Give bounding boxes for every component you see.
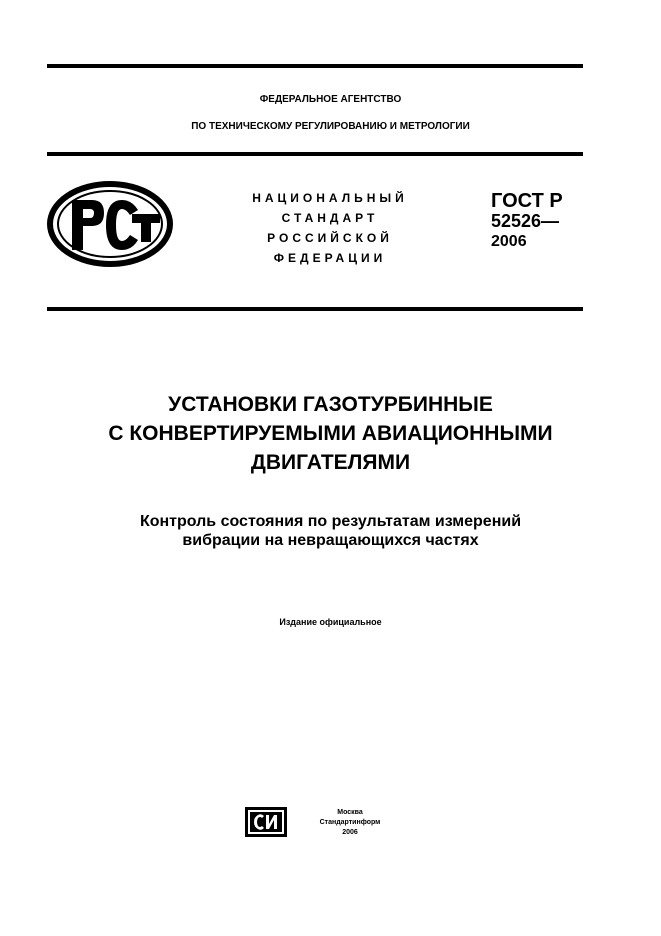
document-title-line-1: УСТАНОВКИ ГАЗОТУРБИННЫЕ [168,393,493,416]
publisher-city: Москва [337,809,363,816]
publisher-name: Стандартинформ [319,819,381,826]
gost-title: ГОСТ Р [491,190,563,212]
standard-type-line-4: ФЕДЕРАЦИИ [273,251,387,265]
gost-number: 52526— [491,211,560,231]
standard-type-line-1: НАЦИОНАЛЬНЫЙ [252,191,408,205]
gost-r-logo-icon [46,180,174,268]
gost-year: 2006 [491,233,527,250]
document-subtitle-line-2: вибрации на невращающихся частях [182,532,479,549]
document-title-line-3: ДВИГАТЕЛЯМИ [250,451,411,474]
logo-bottom-rule [47,307,583,311]
agency-line-2: ПО ТЕХНИЧЕСКОМУ РЕГУЛИРОВАНИЮ И МЕТРОЛОГИИ [191,121,470,132]
agency-line-1: ФЕДЕРАЛЬНОЕ АГЕНТСТВО [259,94,402,105]
top-rule [47,64,583,68]
standard-type-line-3: РОССИЙСКОЙ [267,231,393,245]
header-bottom-rule [47,152,583,156]
standartinform-logo-icon [245,807,287,837]
document-title-line-2: С КОНВЕРТИРУЕМЫМИ АВИАЦИОННЫМИ [108,422,553,445]
edition-label: Издание официальное [279,617,382,627]
document-subtitle-line-1: Контроль состояния по результатам измерений [139,513,522,530]
publisher-year: 2006 [342,829,358,836]
standard-type-line-2: СТАНДАРТ [281,211,379,225]
